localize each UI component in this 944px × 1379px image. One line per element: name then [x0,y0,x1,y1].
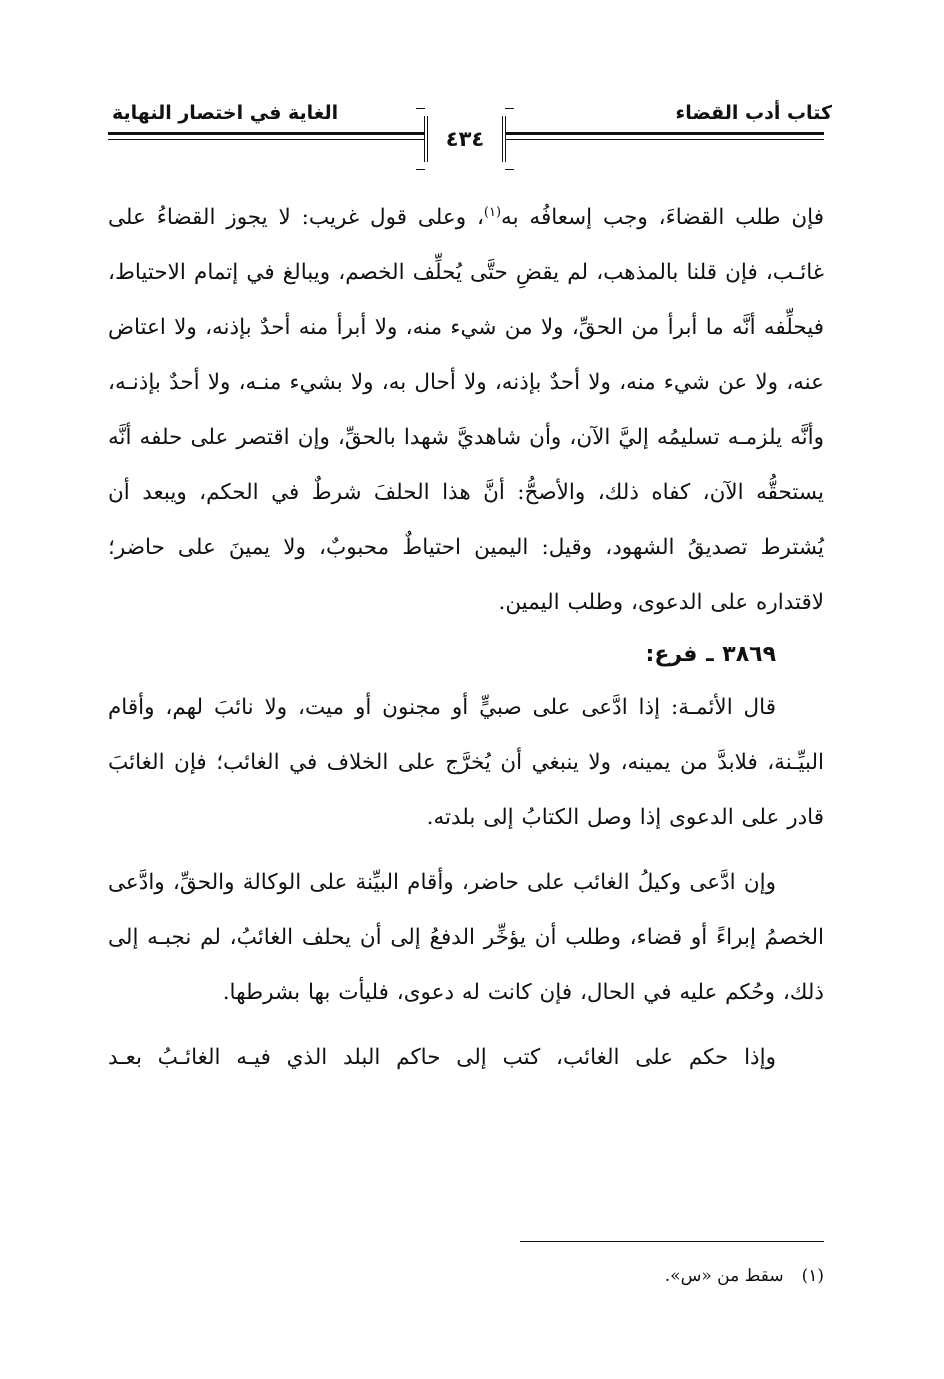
paragraph-1-start: فإن طلب القضاءَ، وجب إسعافُه به [501,205,824,230]
footnote-number: (١) [801,1266,824,1286]
paragraph-2: قال الأئمـة: إذا ادَّعى على صبيٍّ أو مجنون أو ميت، ولا نائبَ لهم، وأقام البيِّـنة، فلابدَّ من يمينه، ولا ينبغي أن يُخرَّج على الخلاف في الغائب؛ فإن الغائبَ قادر على الدعوى إذا وصل الكتابُ إلى بلدته. [108,695,824,830]
page-number-frame [424,116,506,162]
footnote-reference: (١) [483,204,502,220]
paragraph-4: وإذا حكم على الغائب، كتب إلى حاكم البلد الذي فيـه الغائـبُ بعـد [108,1045,776,1070]
section-heading: ٣٨٦٩ ـ فرع: [645,642,776,667]
footnote-separator [520,1241,824,1242]
footnote-text: سقط من «س». [664,1266,784,1286]
paragraph-1 [108,190,824,630]
main-text [108,190,824,1085]
running-header-chapter: كتاب أدب القضاء [675,102,832,124]
paragraph-3: وإن ادَّعى وكيلُ الغائب على حاضر، وأقام البيِّنة على الوكالة والحقِّ، وادَّعى الخصمُ إبراءً أو قضاء، وطلب أن يؤخِّر الدفعُ إلى أن يحلف الغائبُ، لم نجبـه إلى ذلك، وحُكم عليه في الحال، فإن كانت له دعوى، فليأت بها بشرطها. [108,870,824,1005]
page-number: ٤٣٤ [445,127,485,151]
paragraph-1-rest: ، وعلى قول غريب: لا يجوز القضاءُ على غائـب، فإن قلنا بالمذهب، لم يقضِ حتَّى يُحلِّف الخصم، ويبالغ في إتمام الاحتياط، فيحلِّفه أنَّه ما أبرأ من الحقِّ، ولا من شيء منه، ولا أبرأ منه أحدٌ بإذنه، ولا اعتاض عنه، ولا عن شيء منه، ولا أحدٌ بإذنه، ولا أحال به، ولا بشيء منـه، ولا أحدٌ بإذنـه، وأنَّه يلزمـه تسليمُه إليَّ الآن، وأن شاهديَّ شهدا بالحقِّ، وإن اقتصر على حلفه أنَّه يستحقُّه الآن، كفاه ذلك، والأصحُّ: أنَّ هذا الحلفَ شرطٌ في الحكم، ويبعد أن يُشترط تصديقُ الشهود، وقيل: اليمين احتياطٌ محبوبٌ، ولا يمينَ على حاضر؛ لاقتداره على الدعوى، وطلب اليمين. [108,205,824,615]
running-header-book-title: الغاية في اختصار النهاية [112,102,339,124]
footnote [665,1266,824,1286]
